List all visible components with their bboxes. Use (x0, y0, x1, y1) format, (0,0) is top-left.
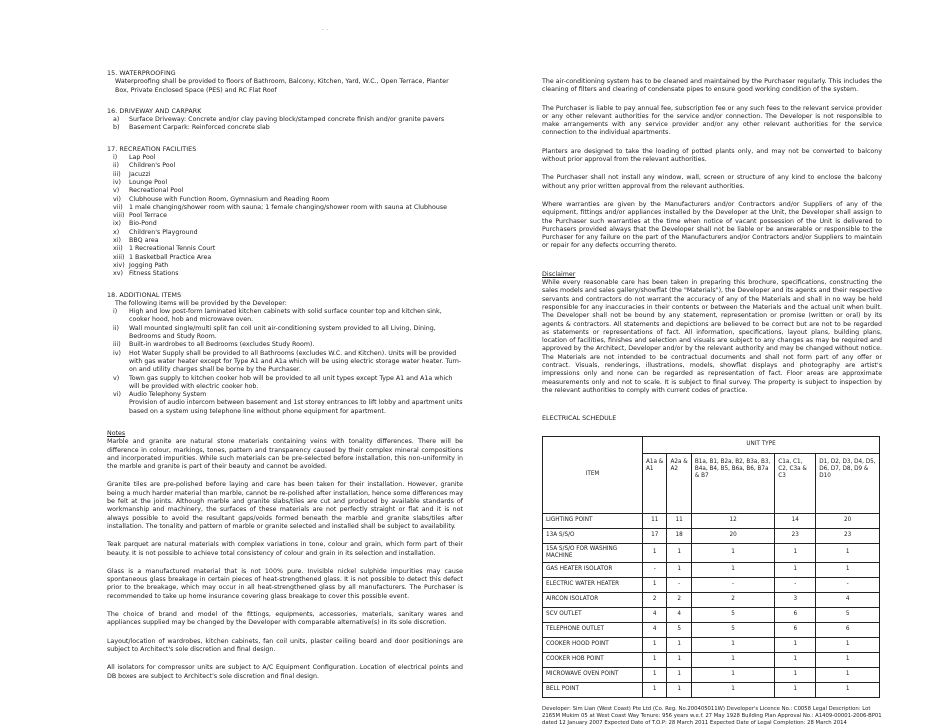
value-cell: - (775, 577, 816, 592)
list-item-label: Jogging Path (129, 262, 168, 269)
value-cell: 1 (667, 543, 691, 562)
value-cell: 20 (691, 528, 774, 543)
developer-footer: Developer: Sim Lian (West Coast) Pte Ltd (Co. Reg. No.200405011W) Developer's Licence No.: C0058 Legal Description: Lot 2165M Mukim 05 at West Coast Way Tenure: 956 years w.e.f. 27 May 1928 Building Plan Approval No.: A1409-00001-2006-BP01 dated 12 January 2007 Expected Date of T.O.P: 28 March 2011 Expected Date of Legal Completion: 28 March 2014 (542, 706, 882, 727)
list-item (107, 179, 463, 187)
value-cell: 4 (643, 622, 667, 637)
list-item-text (129, 325, 463, 342)
value-cell: 1 (643, 637, 667, 652)
table-row (543, 562, 880, 577)
value-cell: 1 (667, 667, 691, 682)
table-row (543, 637, 880, 652)
list-item-number: ii) (113, 325, 129, 342)
unit-type-column-header: A1a & A1 (643, 453, 667, 513)
value-cell: 1 (775, 667, 816, 682)
value-cell: 23 (816, 528, 880, 543)
table-row (543, 513, 880, 528)
list-item-label: Jacuzzi (129, 171, 151, 178)
list-item-label: Wall mounted single/multi split fan coil unit air-conditioning system provided to all Living, Dining, Bedrooms and Study Room. (129, 325, 436, 340)
notes (107, 430, 463, 681)
value-cell: - (816, 577, 880, 592)
item-name-cell: COOKER HOB POINT (543, 652, 643, 667)
unit-type-column-header: A2a & A2 (667, 453, 691, 513)
value-cell: 1 (775, 562, 816, 577)
list-item-number: iii) (113, 341, 129, 349)
list-item-number: viii) (113, 212, 129, 220)
list-item (107, 262, 463, 270)
list-item (107, 220, 463, 228)
section-title: 15. WATERPROOFING (107, 70, 463, 78)
list-item (107, 375, 463, 392)
value-cell: 1 (775, 682, 816, 697)
list-item-number: iv) (113, 179, 129, 187)
note-paragraph: Granite tiles are pre-polished before laying and care has been taken for their installation. However, granite being a much harder material than marble, cannot be re-polished after installation, hence some differences may be felt at the joints. Although marble and granite slabs/tiles are cut and produced by available standards of workmanship and machinery, the surfaces of these materials are not perfectly straight or flat and it is not always possible to avoid the resultant gaps/voids formed beneath the marble and granite slabs/tiles after installation. The tonality and pattern of marble or granite selected and installed shall be subject to availability. (107, 481, 463, 531)
value-cell: 23 (775, 528, 816, 543)
table-row (543, 528, 880, 543)
item-header: ITEM (543, 436, 643, 513)
list-item-text (129, 341, 463, 349)
list-item (107, 196, 463, 204)
list-item-number: xv) (113, 270, 129, 278)
value-cell: 6 (775, 607, 816, 622)
value-cell: 5 (691, 607, 774, 622)
item-name-cell: BELL POINT (543, 682, 643, 697)
value-cell: 1 (643, 652, 667, 667)
value-cell: 11 (667, 513, 691, 528)
value-cell: 18 (667, 528, 691, 543)
value-cell: 2 (643, 592, 667, 607)
value-cell: 1 (691, 652, 774, 667)
list-item (107, 350, 463, 375)
list-item-subtext: Provision of audio intercom between basement and 1st storey entrances to lift lobby and apartment units based on a system using telephone line without phone equipment for apartment. (129, 399, 463, 416)
table-header-row (543, 436, 880, 453)
list-item-number: v) (113, 375, 129, 392)
value-cell: 1 (816, 637, 880, 652)
left-column (107, 70, 463, 691)
item-name-cell: 13A S/S/O (543, 528, 643, 543)
list-item-text (129, 124, 463, 132)
item-name-cell: MICROWAVE OVEN POINT (543, 667, 643, 682)
list-item-number: vi) (113, 391, 129, 416)
value-cell: 14 (775, 513, 816, 528)
section-recreation-facilities (107, 146, 463, 279)
value-cell: 20 (816, 513, 880, 528)
disclaimer (542, 271, 882, 395)
list-item-label: Built-in wardrobes to all Bedrooms (excludes Study Room). (129, 341, 314, 348)
value-cell: 1 (691, 562, 774, 577)
list-item-number: vii) (113, 204, 129, 212)
list-item-label: Town gas supply to kitchen cooker hob will be provided to all unit types except Type A1 and A1a which will be provided with electric cooker hob. (129, 375, 453, 390)
list-item (107, 124, 463, 132)
electrical-schedule-title: ELECTRICAL SCHEDULE (542, 415, 882, 423)
note-paragraph: Marble and granite are natural stone materials containing veins with tonality differences. There will be difference in colour, markings, tones, pattern and transparency caused by their complex mineral compositions and incorporated impurities. While such materials can be pre-selected before installation, this non-uniformity in the marble and granite is part of their beauty and cannot be avoided. (107, 438, 463, 471)
list-item-text (129, 116, 463, 124)
list-item (107, 154, 463, 162)
list-item-number: ix) (113, 220, 129, 228)
note-paragraph: Teak parquet are natural materials with complex variations in tone, colour and grain, which form part of their beauty. It is not possible to achieve total consistency of colour and grain in its selection and installation. (107, 541, 463, 558)
list-item-number: vi) (113, 196, 129, 204)
item-name-cell: AIRCON ISOLATOR (543, 592, 643, 607)
list-item-number: b) (113, 124, 129, 132)
list-item-label: Clubhouse with Function Room, Gymnasium and Reading Room (129, 196, 329, 203)
list-item-number: iii) (113, 171, 129, 179)
list-item (107, 237, 463, 245)
value-cell: 1 (691, 543, 774, 562)
value-cell: 1 (643, 682, 667, 697)
section-title: 18. ADDITIONAL ITEMS (107, 292, 463, 300)
unit-type-header: UNIT TYPE (643, 436, 880, 453)
value-cell: 6 (775, 622, 816, 637)
right-column (542, 78, 882, 727)
section-waterproofing (107, 70, 463, 95)
value-cell: 1 (667, 637, 691, 652)
value-cell: 1 (643, 543, 667, 562)
list-item-label: Surface Driveway: Concrete and/or clay paving block/stamped concrete finish and/or granite pavers (129, 116, 444, 123)
item-name-cell: ELECTRIC WATER HEATER (543, 577, 643, 592)
list-item-number: a) (113, 116, 129, 124)
list-item-number: x) (113, 229, 129, 237)
list-item (107, 245, 463, 253)
value-cell: 1 (667, 562, 691, 577)
section-driveway-carpark (107, 108, 463, 133)
list-item-number: xii) (113, 245, 129, 253)
list-item (107, 270, 463, 278)
info-paragraph: The air-conditioning system has to be cleaned and maintained by the Purchaser regularly. This includes the cleaning of filters and clearing of condensate pipes to ensure good working condition of the system. (542, 78, 882, 95)
list-item-label: Audio Telephony System (129, 391, 206, 398)
list-item (107, 229, 463, 237)
value-cell: - (691, 577, 774, 592)
list-item-label: Pool Terrace (129, 212, 167, 219)
list-item (107, 212, 463, 220)
value-cell: 5 (816, 607, 880, 622)
info-paragraph: The Purchaser shall not install any window, wall, screen or structure of any kind to enclose the balcony without any prior written approval from the relevant authorities. (542, 174, 882, 191)
value-cell: - (667, 577, 691, 592)
list-item-label: Hot Water Supply shall be provided to all Bathrooms (excludes W.C. and Kitchen). Units will be provided with gas water heater except for Type A1 and A1a which will be using electric storage water heater. Turn-on and utility charges shall be borne by the Purchaser. (129, 350, 461, 374)
list-item-number: xiii) (113, 254, 129, 262)
value-cell: 1 (667, 652, 691, 667)
unit-type-column-header: B1a, B1, B2a, B2, B3a, B3, B4a, B4, B5, B6a, B6, B7a & B7 (691, 453, 774, 513)
list-item (107, 187, 463, 195)
list-item-text (129, 204, 463, 212)
item-name-cell: SCV OUTLET (543, 607, 643, 622)
item-name-cell: GAS HEATER ISOLATOR (543, 562, 643, 577)
list-item-text (129, 220, 463, 228)
list-item-number: xi) (113, 237, 129, 245)
table-row (543, 682, 880, 697)
list-item-label: Lounge Pool (129, 179, 167, 186)
value-cell: 1 (691, 637, 774, 652)
list-item-text (129, 375, 463, 392)
table-row (543, 543, 880, 562)
notes-heading: Notes (107, 430, 463, 438)
list-item-label: BBQ area (129, 237, 159, 244)
list-item (107, 308, 463, 325)
item-name-cell: 15A S/S/O FOR WASHING MACHINE (543, 543, 643, 562)
list-item (107, 391, 463, 416)
list-item-label: Basement Carpark: Reinforced concrete slab (129, 124, 270, 131)
table-row (543, 622, 880, 637)
table-row (543, 607, 880, 622)
list-item-text (129, 350, 463, 375)
value-cell: 2 (691, 592, 774, 607)
table-row (543, 652, 880, 667)
list-item-text (129, 229, 463, 237)
section-title: 17. RECREATION FACILITIES (107, 146, 463, 154)
list-item-text (129, 254, 463, 262)
value-cell: 17 (643, 528, 667, 543)
electrical-schedule-table (542, 436, 880, 698)
list-item-number: iv) (113, 350, 129, 375)
value-cell: 5 (667, 622, 691, 637)
value-cell: 4 (667, 607, 691, 622)
list-item-number: i) (113, 308, 129, 325)
value-cell: 1 (775, 543, 816, 562)
value-cell: 4 (643, 607, 667, 622)
list-item-text (129, 237, 463, 245)
list-item (107, 325, 463, 342)
list-item-text (129, 196, 463, 204)
value-cell: 1 (816, 682, 880, 697)
table-row (543, 667, 880, 682)
list-item-text (129, 308, 463, 325)
list-item-label: Recreational Pool (129, 187, 183, 194)
value-cell: 5 (691, 622, 774, 637)
value-cell: 1 (816, 667, 880, 682)
unit-type-column-header: D1, D2, D3, D4, D5, D6, D7, D8, D9 & D10 (816, 453, 880, 513)
value-cell: 11 (643, 513, 667, 528)
list-item (107, 254, 463, 262)
list-item-label: Lap Pool (129, 154, 155, 161)
table-row (543, 592, 880, 607)
value-cell: 1 (667, 682, 691, 697)
section-body: Waterproofing shall be provided to floors of Bathroom, Balcony, Kitchen, Yard, W.C., Open Terrace, Planter Box, Private Enclosed Space (PES) and RC Flat Roof (107, 78, 463, 95)
list-item-text (129, 154, 463, 162)
list-item-label: Bio-Pond (129, 220, 157, 227)
value-cell: 3 (775, 592, 816, 607)
list-item-number: ii) (113, 162, 129, 170)
list-item-text (129, 162, 463, 170)
list-item-text (129, 179, 463, 187)
list-item-label: 1 Recreational Tennis Court (129, 245, 215, 252)
section-title: 16. DRIVEWAY AND CARPARK (107, 108, 463, 116)
value-cell: 1 (643, 577, 667, 592)
item-name-cell: LIGHTING POINT (543, 513, 643, 528)
item-name-cell: TELEPHONE OUTLET (543, 622, 643, 637)
list-item (107, 341, 463, 349)
list-item-number: v) (113, 187, 129, 195)
list-item-text (129, 262, 463, 270)
unit-type-column-header: C1a, C1, C2, C3a & C3 (775, 453, 816, 513)
info-paragraph: Planters are designed to take the loading of potted plants only, and may not be converted to balcony without prior approval from the relevant authorities. (542, 148, 882, 165)
list-item-number: xiv) (113, 262, 129, 270)
value-cell: 12 (691, 513, 774, 528)
list-item-label: High and low post-form laminated kitchen cabinets with solid surface counter top and kitchen sink, cooker hood, hob and microwave oven. (129, 308, 442, 323)
list-item-label: 1 male changing/shower room with sauna; 1 female changing/shower room with sauna at Clubhouse (129, 204, 447, 211)
section-intro: The following items will be provided by the Developer: (107, 300, 463, 308)
list-item (107, 204, 463, 212)
value-cell: 1 (643, 667, 667, 682)
note-paragraph: The choice of brand and model of the fittings, equipments, accessories, materials, sanitary wares and appliances supplied may be changed by the Developer with comparable alternative(s) in its sole discretion. (107, 611, 463, 628)
section-additional-items (107, 292, 463, 416)
value-cell: 1 (775, 652, 816, 667)
list-item-number: i) (113, 154, 129, 162)
list-item (107, 116, 463, 124)
list-item-text (129, 391, 463, 416)
note-paragraph: All isolators for compressor units are subject to A/C Equipment Configuration. Location of electrical points and DB boxes are subject to Architect's sole discretion and final design. (107, 664, 463, 681)
list-item (107, 162, 463, 170)
list-item-text (129, 245, 463, 253)
list-item-text (129, 270, 463, 278)
list-item-label: Children's Pool (129, 162, 175, 169)
list-item-label: 1 Basketball Practice Area (129, 254, 211, 261)
item-name-cell: COOKER HOOD POINT (543, 637, 643, 652)
list-item-text (129, 187, 463, 195)
value-cell: 1 (816, 543, 880, 562)
value-cell: 1 (691, 682, 774, 697)
table-row (543, 577, 880, 592)
page-mark: - - (322, 26, 328, 33)
list-item-text (129, 212, 463, 220)
value-cell: 1 (816, 652, 880, 667)
info-paragraph: Where warranties are given by the Manufacturers and/or Contractors and/or Suppliers of any of the equipment, fittings and/or appliances installed by the Developer at the Unit, the Developer shall assign to the Purchaser such warranties at the time when notice of vacant possession of the Unit is delivered to Purchasers provided always that the Developer shall not be liable or be answerable or responsible to the Purchaser for any failure on the part of the Manufacturers and/or Contractors and/or Suppliers to maintain or repair for any defects occurring thereto. (542, 201, 882, 251)
value-cell: - (643, 562, 667, 577)
list-item-text (129, 171, 463, 179)
disclaimer-text: While every reasonable care has been taken in preparing this brochure, specifications, constructing the sales models and sales gallery/showflat (the "Materials"), the Developer and its agents and their respective servants and contractors do not warrant the accuracy of any of the Materials and shall in no way be held responsible for any inaccuracies in their contents or between the Materials and the actual unit when built. The Developer shall not be bound by any statement, representation or promise (written or oral) by its agents & contractors. All statements and depictions are believed to be correct but are not to be regarded as statements or representations of fact. All information, specifications, layout plans, building plans, location of facilities, finishes and selection and visuals are subject to any changes as may be required and approved by the Architect, Developer and/or by the relevant authority and may be changed without notice. The Materials are not intended to be contractual documents and shall not form part of any offer or contract. Visuals, renderings, illustrations, models, showflat displays and photography are artist's impressions only and none can be regarded as representation of fact. Floor areas are approximate measurements only and not to scale. It is subject to final survey. The property is subject to inspection by the relevant authorities to comply with current codes of practice. (542, 279, 882, 395)
value-cell: 1 (816, 562, 880, 577)
list-item (107, 171, 463, 179)
value-cell: 6 (816, 622, 880, 637)
info-paragraph: The Purchaser is liable to pay annual fee, subscription fee or any such fees to the relevant service provider or any other relevant authorities for the service and/or connection. The Developer is not responsible to make arrangements with any service provider and/or any other relevant authorities for the service connection to the individual apartments. (542, 105, 882, 138)
value-cell: 4 (816, 592, 880, 607)
value-cell: 2 (667, 592, 691, 607)
value-cell: 1 (775, 637, 816, 652)
list-item-label: Children's Playground (129, 229, 198, 236)
list-item-label: Fitness Stations (129, 270, 178, 277)
disclaimer-heading: Disclaimer (542, 271, 882, 279)
note-paragraph: Glass is a manufactured material that is not 100% pure. Invisible nickel sulphide impurities may cause spontaneous glass breakage in certain pieces of heat-strengthened glass. It is not possible to detect this defect prior to the breakage, which may occur in all heat-strengthened glass by all manufacturers. The Purchaser is recommended to take up home insurance covering glass breakage to cover this possible event. (107, 568, 463, 601)
note-paragraph: Layout/location of wardrobes, kitchen cabinets, fan coil units, plaster ceiling board and door positionings are subject to Architect's sole discretion and final design. (107, 638, 463, 655)
value-cell: 1 (691, 667, 774, 682)
